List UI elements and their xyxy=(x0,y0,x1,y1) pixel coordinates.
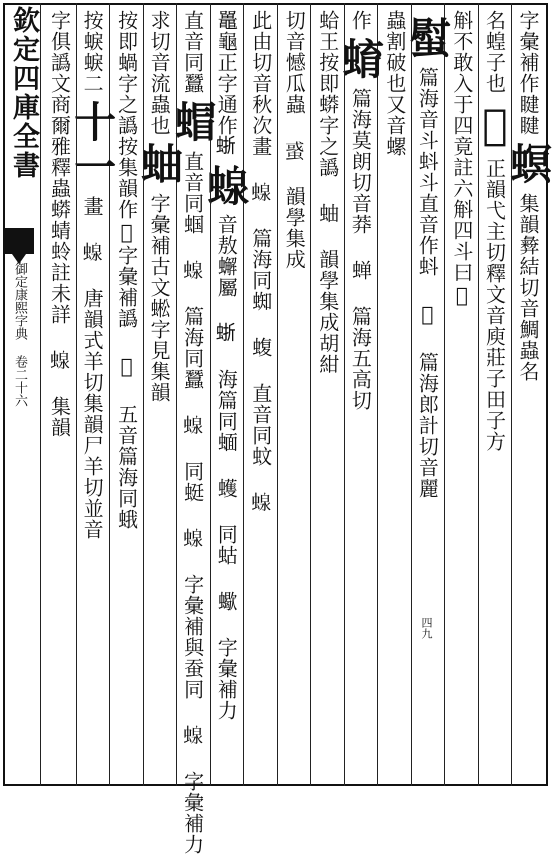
column-rule xyxy=(478,3,479,786)
text-column xyxy=(243,10,277,780)
headword: 十一 xyxy=(68,100,118,190)
column-rule xyxy=(277,3,278,786)
text-column xyxy=(377,10,411,780)
text-column xyxy=(277,10,311,780)
entry-text: 名蝗子也 xyxy=(482,10,507,94)
headword: 螟 xyxy=(503,142,553,187)
column-rule xyxy=(143,3,144,786)
entry-text: 字俱譌文 xyxy=(47,10,72,94)
column-rule xyxy=(377,3,378,786)
entry-text: 蟲割破也又音螺 xyxy=(382,10,407,157)
text-column xyxy=(42,10,76,780)
headword: 蜟 xyxy=(336,37,386,82)
entry-text: 畫 𧍭 唐韻式羊切集韻尸羊切並音 xyxy=(80,196,105,540)
fishtail-mark xyxy=(4,228,34,254)
headword: 螱 xyxy=(403,16,453,61)
entry-text: 斛不敢入于四竟註六斛四斗曰𧊑 xyxy=(449,10,474,308)
column-rule xyxy=(176,3,177,786)
column-rule xyxy=(310,3,311,786)
headword: 蚰 xyxy=(135,142,185,187)
entry-text: 切音憾瓜蟲 𧌒 韻學集成 xyxy=(282,10,307,270)
entry-text: 按即蝸字之譌 xyxy=(114,10,139,136)
entry-text: 字彙補古文蜙字見集韻 xyxy=(147,193,172,403)
entry-text: 篇海莫朗切音莽 蝉 篇海五高切 xyxy=(348,88,373,411)
entry-text: 集韻彜結切音鯛蟲名 xyxy=(515,193,540,382)
text-column xyxy=(336,10,386,780)
entry-text: 按集韻作𧊑字彙補譌 𧍭 五音篇海同蛾 xyxy=(114,136,139,530)
headword: 𧍭 xyxy=(202,163,252,208)
column-rule xyxy=(344,3,345,786)
column-rule xyxy=(243,3,244,786)
entry-text: 作 xyxy=(348,10,373,31)
entry-text: 此由切音秋次畫 𧍭 篇海同蜘 蝮 直音同蚊 𧍭 xyxy=(248,10,273,513)
side-note: 御定康熙字典 卷二十六 xyxy=(12,262,27,407)
entry-text: 字彙補作睷睷 xyxy=(515,10,540,136)
column-rule xyxy=(40,3,41,786)
entry-text: 正韻弋主切釋文音庾莊子田子方 xyxy=(482,158,507,452)
column-rule xyxy=(411,3,412,786)
text-column xyxy=(135,10,185,780)
column-rule xyxy=(76,3,77,786)
folio-number: 四九 xyxy=(420,617,433,639)
entry-text: 音敖蠏屬 𧋍 海篇同蝒 蠖 同蛄 蠍 字彙補力 xyxy=(214,214,239,721)
text-column xyxy=(470,10,520,780)
text-column xyxy=(310,10,344,780)
entry-text: 蛤王按即蟒字之譌 蚰 韻學集成胡紺 xyxy=(315,10,340,375)
headword: 蝐 xyxy=(168,100,218,145)
entry-text: 鼉龜正字通作𧋍 xyxy=(214,10,239,157)
entry-text: 直音同蠶 xyxy=(180,10,205,94)
entry-text: 商爾雅釋蟲蟒蜻蛉註未詳 𧍭 集韻 xyxy=(47,94,72,438)
book-title: 欽定四庫全書 xyxy=(8,6,39,180)
text-column xyxy=(168,10,218,855)
text-column xyxy=(68,10,118,780)
entry-text: 篇海音斗蚪斗直音作蚪 𧊑 篇海郎計切音麗 xyxy=(415,67,440,499)
entry-text: 按蜧蜧二 xyxy=(80,10,105,94)
headword: 𧊑 xyxy=(470,100,520,152)
text-column xyxy=(444,10,478,780)
entry-text: 直音同蝈 𧍭 篇海同蠶 𧍭 同蜓 𧍭 字彙補與蚕同 𧍭 字彙補力 xyxy=(180,151,205,855)
column-rule xyxy=(444,3,445,786)
entry-text: 求切音流蟲也 xyxy=(147,10,172,136)
